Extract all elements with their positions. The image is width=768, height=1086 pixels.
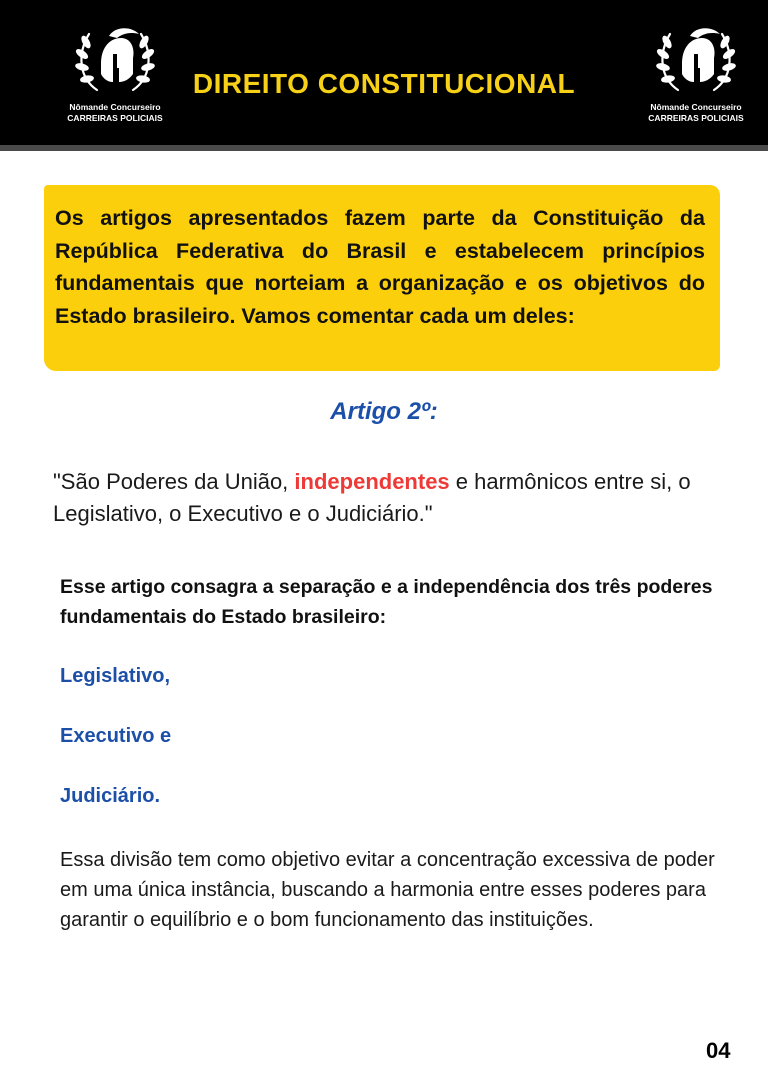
power-judiciario: Judiciário. bbox=[60, 785, 161, 807]
page-number: 04 bbox=[706, 1038, 731, 1063]
brand-name: Nômande Concurseiro bbox=[650, 102, 742, 112]
page-title: DIREITO CONSTITUCIONAL bbox=[192, 68, 576, 99]
article-quote bbox=[53, 466, 693, 530]
quote-highlight: independentes bbox=[294, 469, 450, 494]
power-legislativo: Legislativo, bbox=[60, 665, 171, 687]
article-title: Artigo 2º: bbox=[330, 398, 438, 425]
commentary-lead: Esse artigo consagra a separação e a independência dos três poderes fundamentais do Estado brasileiro: bbox=[60, 576, 713, 628]
power-executivo: Executivo e bbox=[60, 725, 172, 747]
intro-paragraph: Os artigos apresentados fazem parte da Constituição da República Federativa do Brasil e estabelecem princípios fundamentais que norteiam a organização e os objetivos do Estado brasileiro. Vamos comentar cada um deles: bbox=[55, 206, 705, 328]
brand-name: Nômande Concurseiro bbox=[69, 102, 161, 112]
quote-text-after: e harmônicos entre si, o Legislativo, o Executivo e o Judiciário." bbox=[53, 469, 691, 526]
commentary-closing: Essa divisão tem como objetivo evitar a concentração excessiva de poder em uma única instância, buscando a harmonia entre esses poderes para garantir o equilíbrio e o bom funcionamento das instituições. bbox=[60, 849, 715, 931]
brand-tagline: CARREIRAS POLICIAIS bbox=[648, 113, 744, 123]
header-shadow bbox=[0, 145, 768, 151]
quote-text-before: "São Poderes da União, bbox=[53, 469, 295, 494]
brand-tagline: CARREIRAS POLICIAIS bbox=[67, 113, 163, 123]
